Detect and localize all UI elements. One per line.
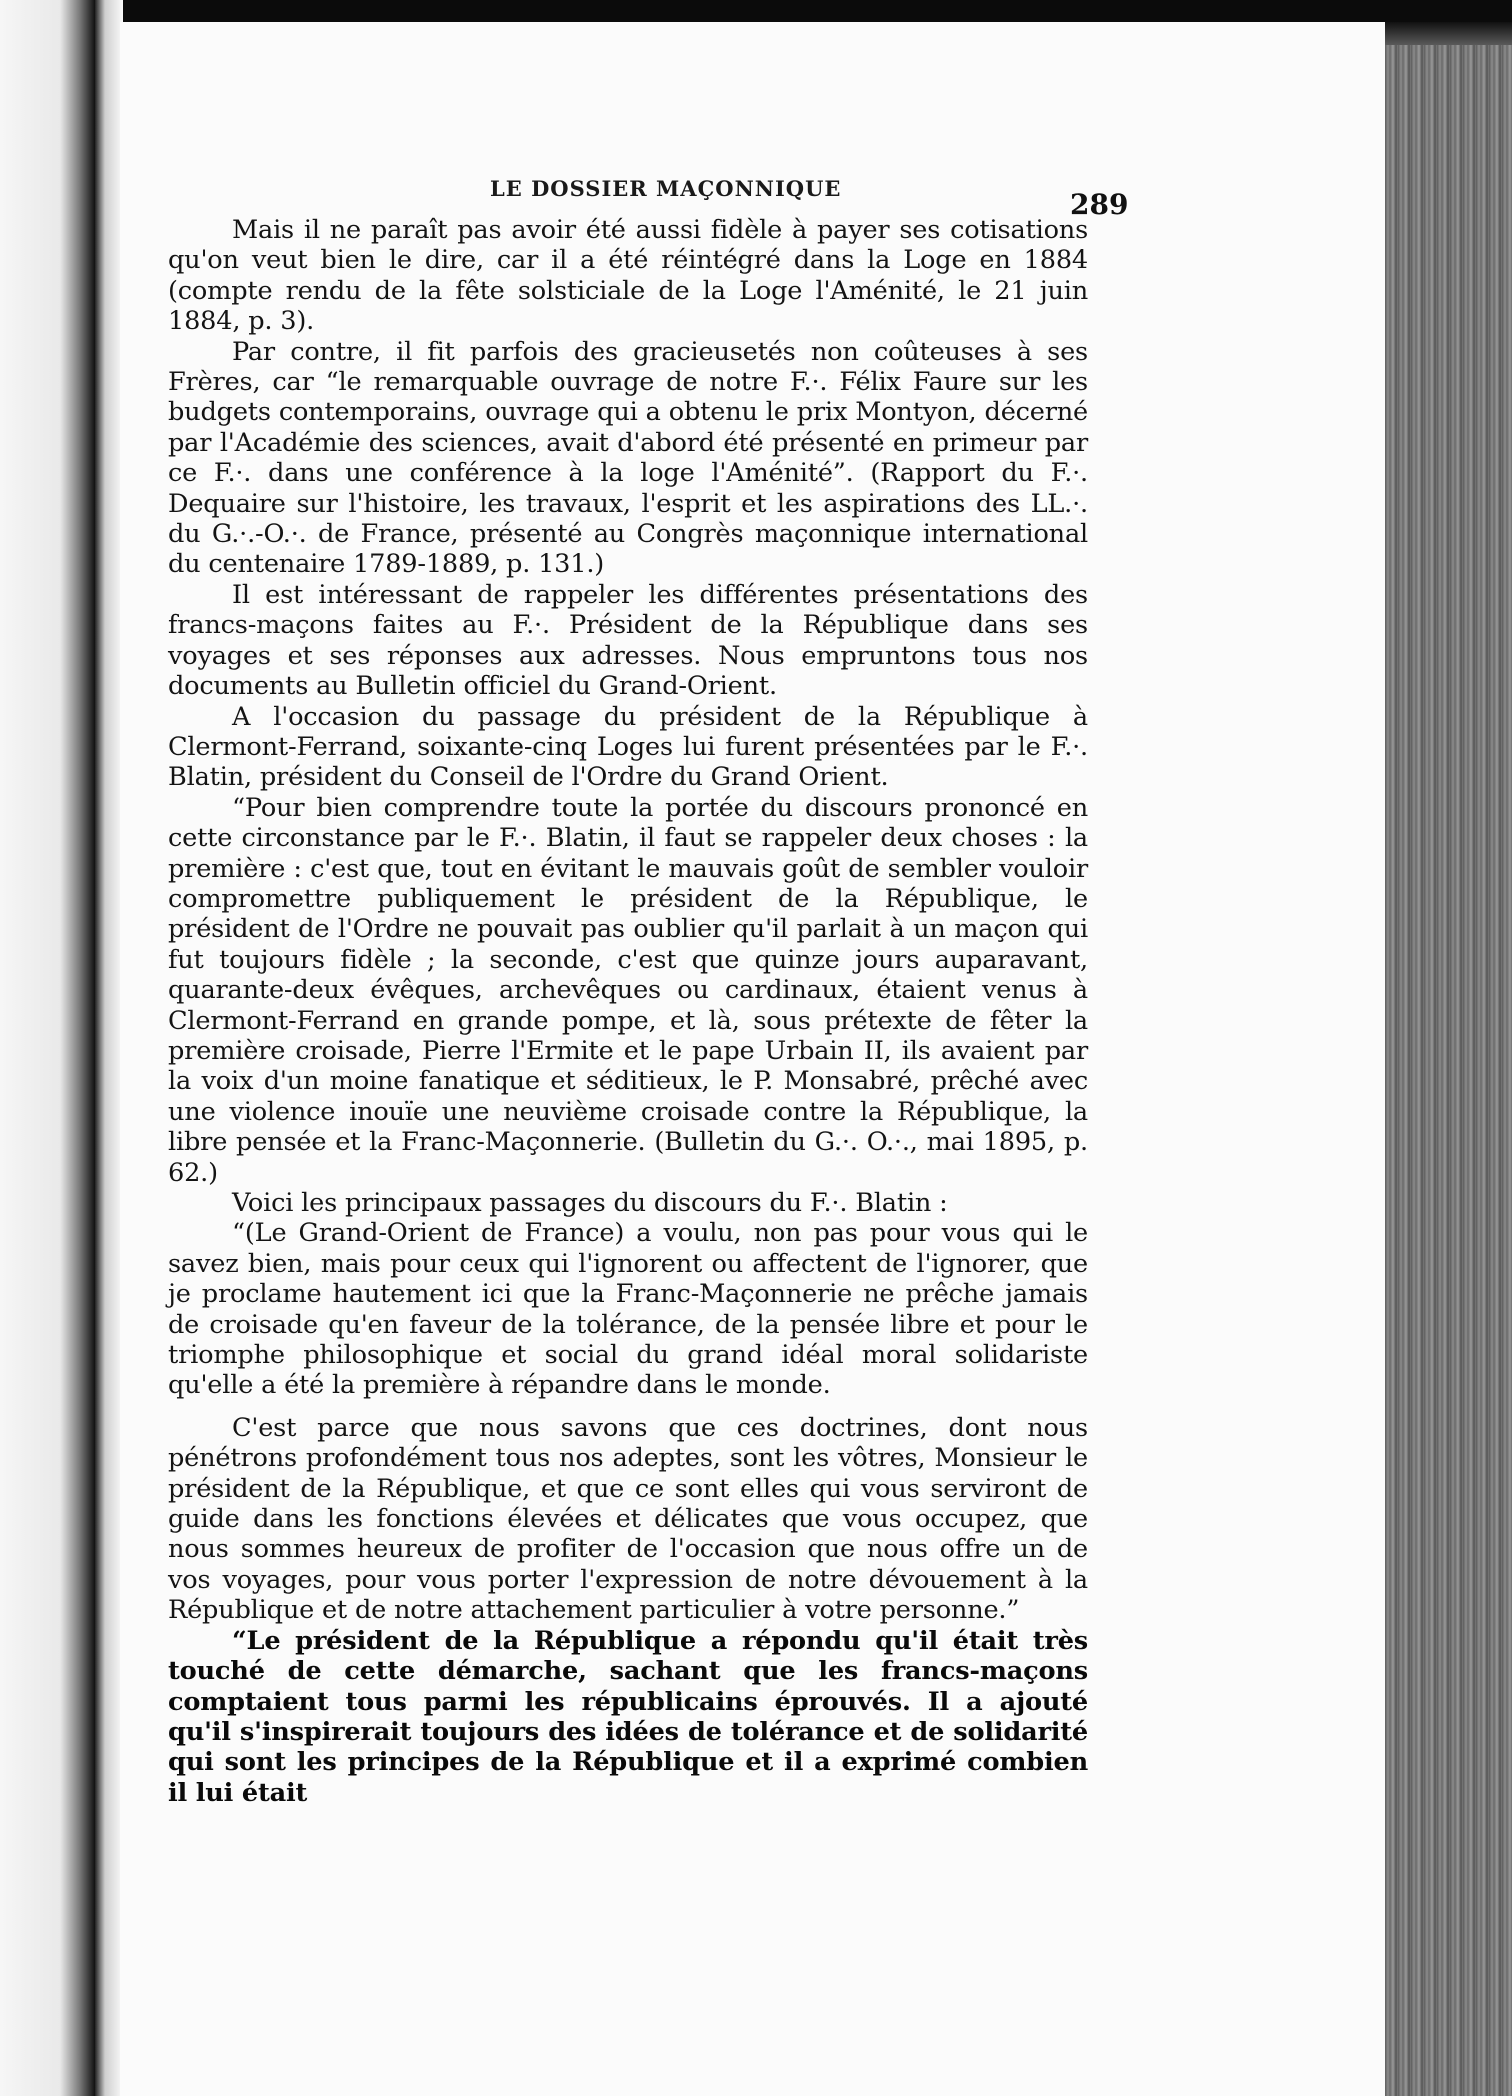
paragraph: “Le président de la République a répondu qu'il était très touché de cette démarche, sachant que les francs-maçons comptaient tous parmi les républicains éprouvés. Il a ajouté qu'il s'inspirerait toujours des idées de tolérance et de solidarité qui sont les principes de la République et il a exprimé combien il lui était — [168, 1625, 1088, 1808]
page-number: 289 — [1070, 188, 1129, 221]
running-head: LE DOSSIER MAÇONNIQUE — [490, 176, 842, 201]
paragraph: “(Le Grand-Orient de France) a voulu, non pas pour vous qui le savez bien, mais pour ceux qui l'ignorent ou affectent de l'ignorer, que je proclame hautement ici que la Franc-Maçonnerie ne prêche jamais de croisade qu'en faveur de la tolérance, de la pensée libre et pour le triomphe philosophique et social du grand idéal moral solidariste qu'elle a été la première à répandre dans le monde. — [168, 1218, 1088, 1401]
paragraph: Voici les principaux passages du discours du F.·. Blatin : — [232, 1188, 948, 1218]
paragraph: Mais il ne paraît pas avoir été aussi fidèle à payer ses cotisations qu'on veut bien le dire, car il a été réintégré dans la Loge en 1884 (compte rendu de la fête solsticiale de la Loge l'Aménité, le 21 juin 1884, p. 3). — [168, 215, 1088, 337]
paragraph: C'est parce que nous savons que ces doctrines, dont nous pénétrons profondément tous nos adeptes, sont les vôtres, Monsieur le président de la République, et que ce sont elles qui vous serviront de guide dans les fonctions élevées et délicates que vous occupez, que nous sommes heureux de profiter de l'occasion que nous offre un de vos voyages, pour vous porter l'expression de notre dévouement à la République et de notre attachement particulier à votre personne.” — [168, 1412, 1088, 1626]
paragraph: Il est intéressant de rappeler les différentes présentations des francs-maçons faites au F.·. Président de la République dans ses voyages et ses réponses aux adresses. Nous empruntons tous nos documents au Bulletin officiel du Grand-Orient. — [168, 579, 1088, 702]
previous-page-edge — [0, 0, 95, 2096]
paragraph: “Pour bien comprendre toute la portée du discours prononcé en cette circonstance par le F.·. Blatin, il faut se rappeler deux choses : la première : c'est que, tout en évitant le mauvais goût de sembler vouloir compromettre publiquement le président de la République, le président de l'Ordre ne pouvait pas oublier qu'il parlait à un maçon qui fut toujours fidèle ; la seconde, c'est que quinze jours auparavant, quarante-deux évêques, archevêques ou cardinaux, étaient venus à Clermont-Ferrand en grande pompe, et là, sous prétexte de fêter la première croisade, Pierre l'Ermite et le pape Urbain II, ils avaient par la voix d'un moine fanatique et séditieux, le P. Monsabré, prêché avec une violence inouïe une neuvième croisade contre la République, la libre pensée et la Franc-Maçonnerie. (Bulletin du G.·. O.·., mai 1895, p. 62.) — [168, 792, 1088, 1188]
page-stack-top — [1385, 22, 1512, 45]
paragraph: A l'occasion du passage du président de la République à Clermont-Ferrand, soixante-cinq Loges lui furent présentées par le F.·. Blatin, président du Conseil de l'Ordre du Grand Orient. — [168, 701, 1088, 793]
page-stack-edges — [1385, 45, 1512, 2096]
body-text — [168, 215, 1088, 1808]
paragraph: Par contre, il fit parfois des gracieusetés non coûteuses à ses Frères, car “le remarquable ouvrage de notre F.·. Félix Faure sur les budgets contemporains, ouvrage qui a obtenu le prix Montyon, décerné par l'Académie des sciences, avait d'abord été présenté en primeur par ce F.·. dans une conférence à la loge l'Aménité”. (Rapport du F.·. Dequaire sur l'histoire, les travaux, l'esprit et les aspirations des LL.·. du G.·.-O.·. de France, présenté au Congrès maçonnique international du centenaire 1789-1889, p. 131.) — [168, 336, 1088, 580]
book-gutter — [95, 0, 123, 2096]
